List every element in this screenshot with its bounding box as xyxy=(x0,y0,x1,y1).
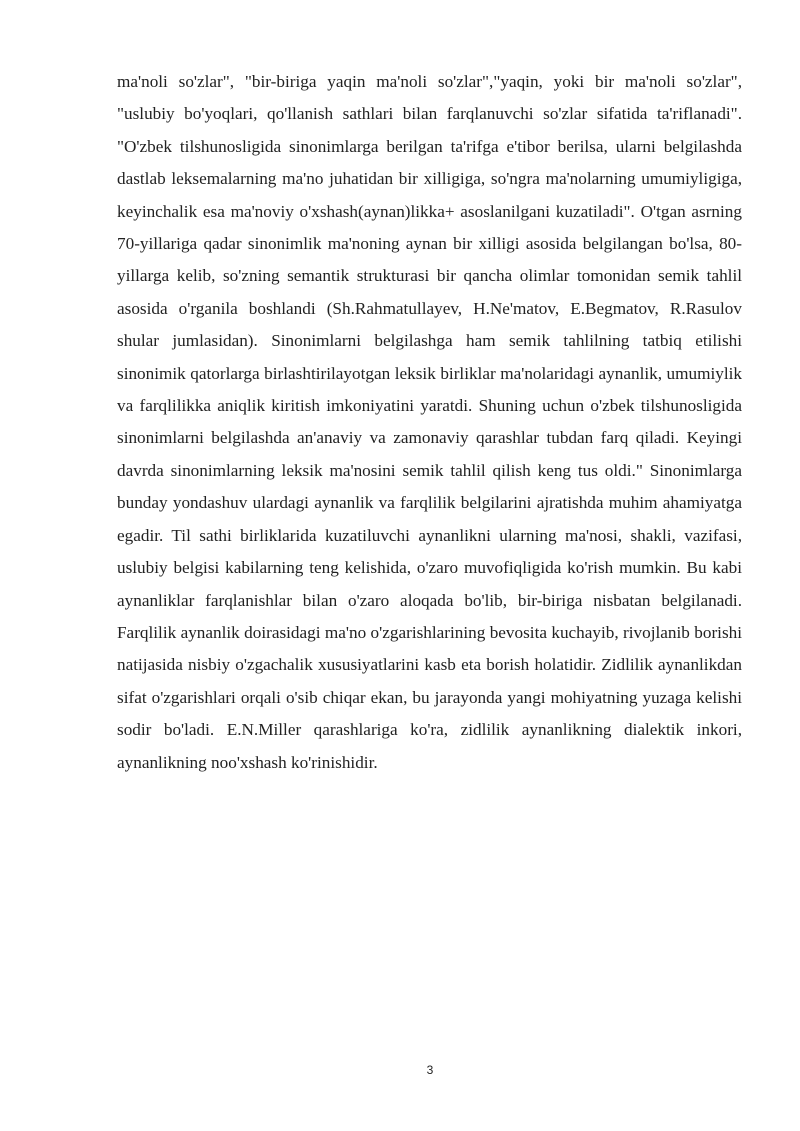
body-paragraph: ma'noli so'zlar", "bir-biriga yaqin ma'noli so'zlar","yaqin, yoki bir ma'noli so'zlar", "uslubiy bo'yoqlari, qo'llanish sathlari bilan farqlanuvchi so'zlar sifatida ta'riflanadi". "O'zbek tilshunosligida sinonimlarga berilgan ta'rifga e'tibor berilsa, ularni belgilashda dastlab leksemalarning ma'no juhatidan bir xilligiga, so'ngra ma'nolarning umumiyligiga, keyinchalik esa ma'noviy o'xshash(aynan)likka+ asoslanilgani kuzatiladi". O'tgan asrning 70-yillariga qadar sinonimlik ma'noning aynan bir xilligi asosida belgilangan bo'lsa, 80-yillarga kelib, so'zning semantik strukturasi bir qancha olimlar tomonidan semik tahlil asosida o'rganila boshlandi (Sh.Rahmatullayev, H.Ne'matov, E.Begmatov, R.Rasulov shular jumlasidan). Sinonimlarni belgilashga ham semik tahlilning tatbiq etilishi sinonimik qatorlarga birlashtirilayotgan leksik birliklar ma'nolaridagi aynanlik, umumiylik va farqlilikka aniqlik kiritish imkoniyatini yaratdi. Shuning uchun o'zbek tilshunosligida sinonimlarni belgilashda an'anaviy va zamonaviy qarashlar tubdan farq qiladi. Keyingi davrda sinonimlarning leksik ma'nosini semik tahlil qilish keng tus oldi." Sinonimlarga bunday yondashuv ulardagi aynanlik va farqlilik belgilarini ajratishda muhim ahamiyatga egadir. Til sathi birliklarida kuzatiluvchi aynanlikni ularning ma'nosi, shakli, vazifasi, uslubiy belgisi kabilarning teng kelishida, o'zaro muvofiqligida ko'rish mumkin. Bu kabi aynanliklar farqlanishlar bilan o'zaro aloqada bo'lib, bir-biriga nisbatan belgilanadi. Farqlilik aynanlik doirasidagi ma'no o'zgarishlarining bevosita kuchayib, rivojlanib borishi natijasida nisbiy o'zgachalik xususiyatlarini kasb eta borish holatidir. Zidlilik aynanlikdan sifat o'zgarishlari orqali o'sib chiqar ekan, bu jarayonda yangi mohiyatning yuzaga kelishi sodir bo'ladi. E.N.Miller qarashlariga ko'ra, zidlilik aynanlikning dialektik inkori, aynanlikning noo'xshash ko'rinishidir. xyxy=(117,72,742,772)
page-number: 3 xyxy=(426,1063,434,1077)
